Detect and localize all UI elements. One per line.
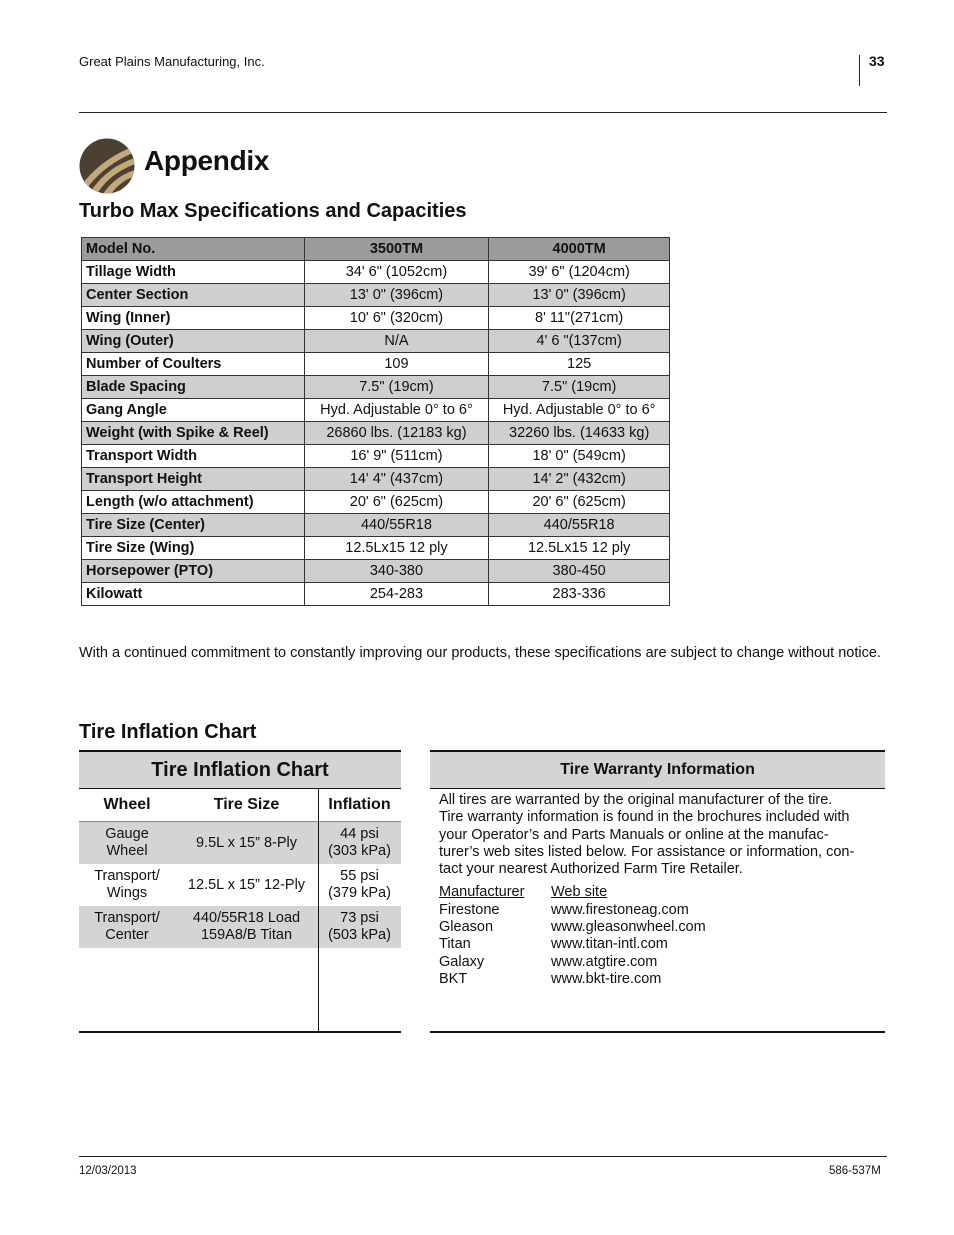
spec-value-4000tm: 7.5" (19cm) <box>489 376 670 399</box>
manufacturer-name: Gleason <box>439 919 494 936</box>
spec-value-3500tm: Hyd. Adjustable 0° to 6° <box>304 399 489 422</box>
warranty-line: All tires are warranted by the original manufacturer of the tire. <box>439 792 833 808</box>
tire-size-cell-line: 159A8/B Titan <box>200 927 293 943</box>
footer-rule <box>79 1156 887 1157</box>
tire-inflation-heading: Tire Inflation Chart <box>79 721 257 743</box>
specs-row <box>82 261 670 284</box>
inflation-cell-line: 73 psi <box>340 910 379 926</box>
warranty-paragraph <box>439 792 885 878</box>
wheel-cell-line: Wheel <box>106 843 148 859</box>
warranty-line: your Operator’s and Parts Manuals or online at the manufac- <box>439 826 829 843</box>
spec-label: Kilowatt <box>82 583 305 606</box>
manufacturer-row <box>439 902 885 919</box>
column-header: 4000TM <box>489 238 670 261</box>
box-bottom-rule <box>79 1031 401 1033</box>
column-header: Model No. <box>82 238 305 261</box>
spec-label: Horsepower (PTO) <box>82 560 305 583</box>
inflation-cell-line: (503 kPa) <box>328 927 391 943</box>
tire-size-cell-line: 9.5L x 15” 8-Ply <box>195 834 297 851</box>
spec-value-3500tm: 10' 6" (320cm) <box>304 307 489 330</box>
inflation-cell-line: 44 psi <box>340 826 379 842</box>
wheel-cell <box>79 906 175 948</box>
specs-row <box>82 514 670 537</box>
specs-row <box>82 422 670 445</box>
wheel-cell-line: Transport/ <box>94 868 160 884</box>
tire-size-cell <box>175 864 318 906</box>
manufacturer-row <box>439 936 885 953</box>
warranty-line: Tire warranty information is found in the brochures included with <box>439 809 850 826</box>
specs-row <box>82 560 670 583</box>
column-divider <box>318 789 319 1032</box>
page-number: 33 <box>869 53 885 69</box>
header-divider <box>859 55 860 86</box>
specs-table <box>81 237 670 606</box>
spec-value-4000tm: 380-450 <box>489 560 670 583</box>
manufacturer-website-link[interactable]: www.titan-intl.com <box>551 936 668 953</box>
spec-value-3500tm: 109 <box>304 353 489 376</box>
footer-date: 12/03/2013 <box>79 1165 137 1177</box>
warranty-body <box>439 792 885 988</box>
wheel-cell <box>79 822 175 864</box>
spec-value-3500tm: 254-283 <box>304 583 489 606</box>
manufacturer-name: BKT <box>439 970 468 987</box>
inflation-row <box>79 822 401 864</box>
tire-size-cell <box>175 822 318 864</box>
spec-value-3500tm: 14' 4" (437cm) <box>304 468 489 491</box>
specs-row <box>82 399 670 422</box>
spec-label: Weight (with Spike & Reel) <box>82 422 305 445</box>
great-plains-logo-icon <box>79 138 135 194</box>
spec-value-4000tm: 283-336 <box>489 583 670 606</box>
spec-value-4000tm: 8' 11"(271cm) <box>489 307 670 330</box>
spec-value-4000tm: 14' 2" (432cm) <box>489 468 670 491</box>
manufacturer-row <box>439 919 885 936</box>
manufacturer-website-link[interactable]: www.atgtire.com <box>551 953 658 970</box>
spec-value-4000tm: 18' 0" (549cm) <box>489 445 670 468</box>
spec-label: Wing (Outer) <box>82 330 305 353</box>
specs-row <box>82 583 670 606</box>
manufacturer-name: Firestone <box>439 901 500 918</box>
manufacturer-website-link[interactable]: www.gleasonwheel.com <box>551 919 706 936</box>
inflation-chart-title: Tire Inflation Chart <box>79 752 401 788</box>
inflation-cell <box>318 822 401 864</box>
specs-row <box>82 330 670 353</box>
manufacturer-name: Titan <box>439 936 471 953</box>
wheel-cell <box>79 864 175 906</box>
manufacturer-name: Galaxy <box>439 953 485 970</box>
inflation-cell <box>318 906 401 948</box>
spec-value-3500tm: N/A <box>304 330 489 353</box>
inflation-row <box>79 906 401 948</box>
wheel-column-header: Wheel <box>103 796 151 813</box>
spec-value-3500tm: 13' 0" (396cm) <box>304 284 489 307</box>
spec-value-3500tm: 340-380 <box>304 560 489 583</box>
spec-value-4000tm: 39' 6" (1204cm) <box>489 261 670 284</box>
wheel-cell-line: Transport/ <box>94 910 160 926</box>
tire-inflation-chart <box>79 750 401 1033</box>
inflation-row <box>79 864 401 906</box>
box-bottom-rule <box>430 1031 885 1033</box>
spec-value-4000tm: 125 <box>489 353 670 376</box>
wheel-cell-line: Wings <box>106 885 148 901</box>
specs-row <box>82 376 670 399</box>
spec-value-4000tm: 32260 lbs. (14633 kg) <box>489 422 670 445</box>
manufacturer-row <box>439 954 885 971</box>
spec-value-3500tm: 20' 6" (625cm) <box>304 491 489 514</box>
website-column-header: Web site <box>551 884 608 901</box>
spec-label: Tire Size (Wing) <box>82 537 305 560</box>
specs-row <box>82 307 670 330</box>
wheel-cell-line: Center <box>105 927 149 943</box>
manufacturer-website-link[interactable]: www.firestoneag.com <box>551 901 689 918</box>
spec-value-3500tm: 16' 9" (511cm) <box>304 445 489 468</box>
spec-label: Number of Coulters <box>82 353 305 376</box>
tire-warranty-info <box>430 750 885 1033</box>
tire-size-cell-line: 440/55R18 Load <box>192 910 301 926</box>
inflation-cell-line: (379 kPa) <box>328 885 391 901</box>
spec-label: Length (w/o attachment) <box>82 491 305 514</box>
spec-label: Blade Spacing <box>82 376 305 399</box>
specs-row <box>82 468 670 491</box>
spec-label: Transport Height <box>82 468 305 491</box>
specs-change-note: With a continued commitment to constantly improving our products, these specifications are subject to change without notice. <box>79 645 881 661</box>
company-name: Great Plains Manufacturing, Inc. <box>79 54 265 69</box>
spec-value-4000tm: Hyd. Adjustable 0° to 6° <box>489 399 670 422</box>
spec-label: Transport Width <box>82 445 305 468</box>
specs-row <box>82 491 670 514</box>
spec-label: Gang Angle <box>82 399 305 422</box>
specs-row <box>82 353 670 376</box>
tire-size-cell-line: 12.5L x 15” 12-Ply <box>187 876 306 893</box>
spec-label: Center Section <box>82 284 305 307</box>
tire-size-cell <box>175 906 318 948</box>
wheel-cell-line: Gauge <box>105 826 149 842</box>
specs-row <box>82 537 670 560</box>
spec-label: Wing (Inner) <box>82 307 305 330</box>
inflation-cell <box>318 864 401 906</box>
spec-value-4000tm: 13' 0" (396cm) <box>489 284 670 307</box>
spec-value-3500tm: 26860 lbs. (12183 kg) <box>304 422 489 445</box>
appendix-title: Appendix <box>144 145 270 176</box>
specs-heading: Turbo Max Specifications and Capacities <box>79 200 467 222</box>
warranty-title: Tire Warranty Information <box>430 752 885 788</box>
column-header: 3500TM <box>304 238 489 261</box>
manufacturer-website-link[interactable]: www.bkt-tire.com <box>551 970 662 987</box>
tire-size-column-header: Tire Size <box>213 796 280 813</box>
header-rule <box>79 112 887 113</box>
specs-row <box>82 284 670 307</box>
spec-label: Tillage Width <box>82 261 305 284</box>
specs-row <box>82 445 670 468</box>
specs-header-row <box>82 238 670 261</box>
manufacturer-column-header: Manufacturer <box>439 884 525 901</box>
inflation-column-header: Inflation <box>328 796 391 813</box>
inflation-cell-line: 55 psi <box>340 868 379 884</box>
warranty-line: turer’s web sites listed below. For assistance or information, con- <box>439 843 855 860</box>
spec-value-4000tm: 20' 6" (625cm) <box>489 491 670 514</box>
inflation-cell-line: (303 kPa) <box>328 843 391 859</box>
spec-value-4000tm: 4' 6 "(137cm) <box>489 330 670 353</box>
spec-label: Tire Size (Center) <box>82 514 305 537</box>
manufacturer-row <box>439 971 885 988</box>
box-title-rule <box>430 788 885 789</box>
spec-value-3500tm: 440/55R18 <box>304 514 489 537</box>
footer-doc-number: 586-537M <box>829 1165 881 1177</box>
spec-value-3500tm: 7.5" (19cm) <box>304 376 489 399</box>
spec-value-4000tm: 12.5Lx15 12 ply <box>489 537 670 560</box>
spec-value-3500tm: 12.5Lx15 12 ply <box>304 537 489 560</box>
warranty-line: tact your nearest Authorized Farm Tire Retailer. <box>439 861 743 878</box>
spec-value-3500tm: 34' 6" (1052cm) <box>304 261 489 284</box>
manufacturer-header-row <box>439 884 885 901</box>
spec-value-4000tm: 440/55R18 <box>489 514 670 537</box>
